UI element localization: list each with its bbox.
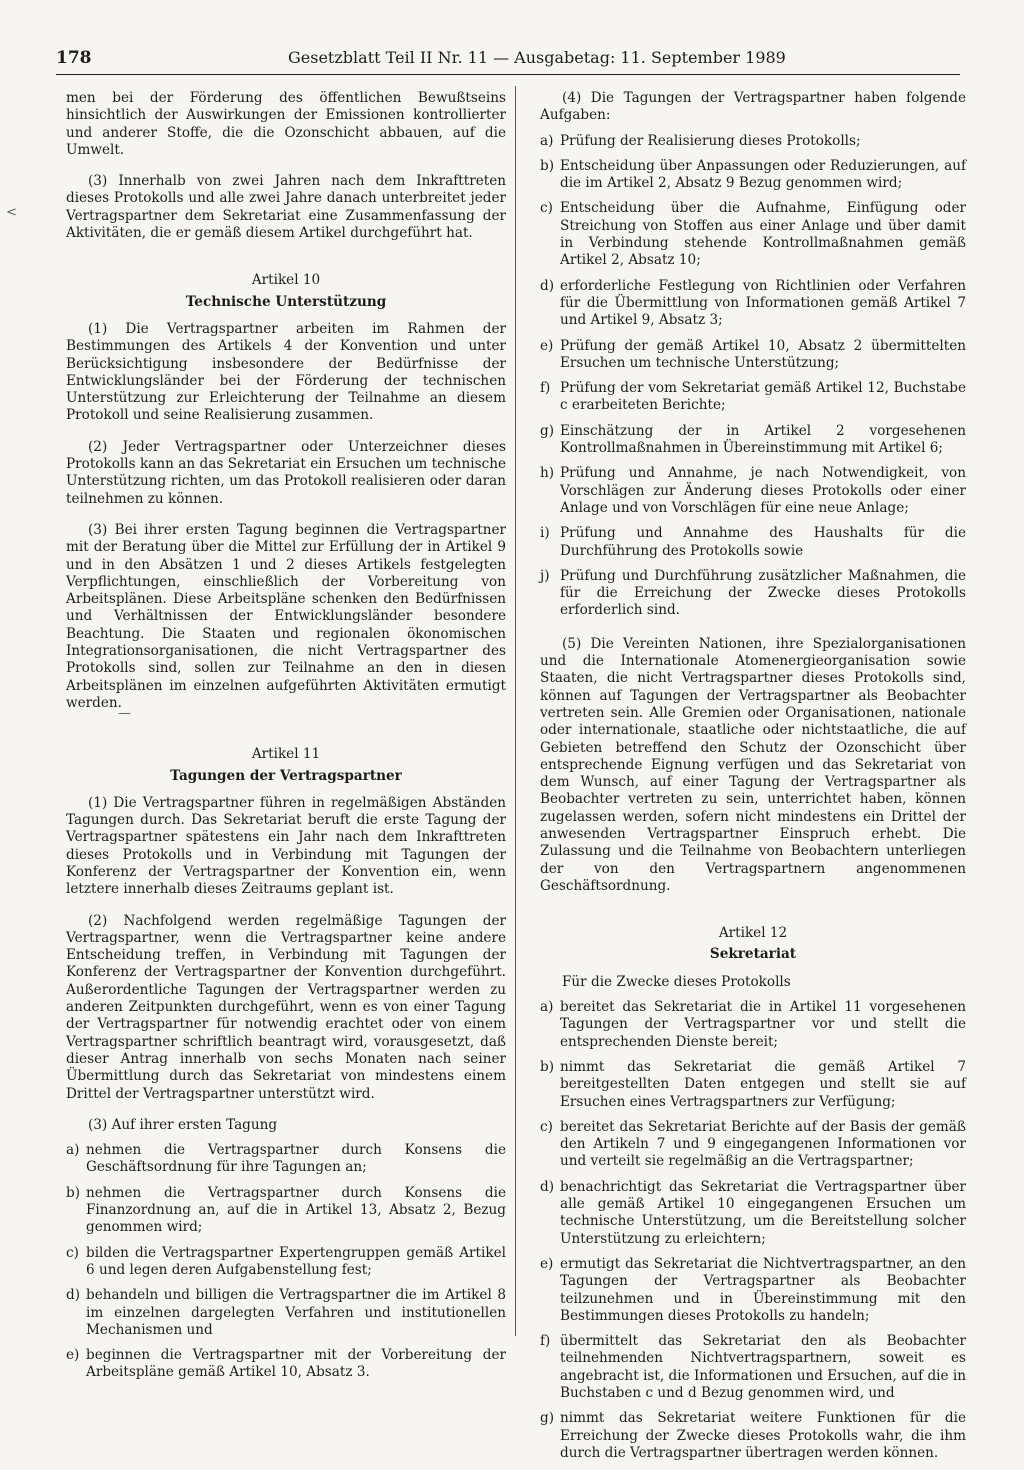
list-item: e) beginnen die Vertragspartner mit der Vorbereitung der Arbeitspläne gemäß Artikel 10, Absatz 3.	[66, 1347, 506, 1381]
list-item: b) nimmt das Sekretariat die gemäß Artikel 7 bereitgestellten Daten entgegen und stellt sie auf Ersuchen eines Vertragspartners zur Verfügung;	[540, 1058, 966, 1110]
paragraph-art11-3-intro: (3) Auf ihrer ersten Tagung	[88, 1116, 278, 1133]
paragraph-art10-3: (3) Bei ihrer ersten Tagung beginnen die Vertragspartner mit der Beratung über die Mittel zur Erfüllung der in Artikel 9 und in den Absätzen 1 und 2 dieses Artikels festgelegten Verpflichtungen, einschließlich der Vorbereitung von Arbeitsplänen. Diese Arbeitspläne schenken den Bedürfnissen und Verhältnissen der Entwicklungsländer besondere Beachtung. Die Staaten und regionalen ökonomischen Integrationsorganisationen, die nicht Vertragspartner des Protokolls sind, sollen zur Teilnahme an den in diesen Arbeitsplänen im einzelnen aufgeführten Aktivitäten ermutigt werden.	[66, 521, 506, 711]
art11-3-list	[66, 1142, 506, 1382]
list-item: a) Prüfung der Realisierung dieses Protokolls;	[540, 132, 861, 149]
list-item: d) behandeln und billigen die Vertragspartner die im Artikel 8 im einzelnen dargelegten Verfahren und institutionellen Mechanismen und	[66, 1287, 506, 1338]
list-item: g) nimmt das Sekretariat weitere Funktionen für die Erreichung der Zwecke dieses Protokolls wahr, die ihm durch die Vertragspartner übertragen werden können.	[540, 1410, 966, 1461]
header-title: Gesetzblatt Teil II Nr. 11 — Ausgabetag: 11. September 1989	[288, 48, 786, 67]
article-10-heading: Artikel 10	[251, 272, 321, 289]
list-item: c) Entscheidung über die Aufnahme, Einfügung oder Streichung von Stoffen aus einer Anlage und über damit in Verbindung stehende Kontrollmaßnahmen gemäß Artikel 2, Absatz 10;	[540, 200, 966, 269]
left-column	[66, 90, 506, 1390]
column-divider	[515, 86, 516, 1336]
list-item: b) nehmen die Vertragspartner durch Konsens die Finanzordnung an, auf die in Artikel 13, Absatz 2, Bezug genommen wird;	[66, 1184, 506, 1236]
article-11-title: Tagungen der Vertragspartner	[170, 767, 402, 784]
art12-list	[540, 999, 966, 1462]
list-item: a) bereitet das Sekretariat die in Artikel 11 vorgesehenen Tagungen der Vertragspartner vor und stellt die entsprechenden Dienste bereit;	[540, 999, 966, 1050]
paragraph-art9-3: (3) Innerhalb von zwei Jahren nach dem Inkrafttreten dieses Protokolls und alle zwei Jahre danach unterbreitet jeder Vertragspartner dem Sekretariat eine Zusammenfassung der Aktivitäten, die er gemäß diesem Artikel durchgeführt hat.	[66, 173, 506, 242]
paragraph-art11-1: (1) Die Vertragspartner führen in regelmäßigen Abständen Tagungen durch. Das Sekretariat beruft die erste Tagung der Vertragspartner spätestens ein Jahr nach dem Inkrafttreten dieses Protokolls und in Verbindung mit Tagungen der Konferenz der Vertragspartner der Konvention ein, wenn letztere innerhalb dieses Zeitraums geplant ist.	[66, 794, 506, 898]
list-item: h) Prüfung und Annahme, je nach Notwendigkeit, von Vorschlägen zur Änderung dieses Protokolls oder einer Anlage und von Vorschlägen für eine neue Anlage;	[540, 465, 966, 516]
paragraph-art10-1: (1) Die Vertragspartner arbeiten im Rahmen der Bestimmungen des Artikels 4 der Konvention und unter Berücksichtigung insbesondere der Bedürfnisse der Entwicklungsländer bei der Förderung der technischen Unterstützung zur Erleichterung der Teilnahme an diesem Protokoll und seine Realisierung zusammen.	[66, 320, 506, 424]
list-item: a) nehmen die Vertragspartner durch Konsens die Geschäftsordnung für ihre Tagungen an;	[66, 1142, 506, 1176]
art11-4-list	[540, 133, 966, 620]
paragraph-art11-2: (2) Nachfolgend werden regelmäßige Tagungen der Vertragspartner, wenn die Vertragspartner keine andere Entscheidung treffen, in Verbindung mit Tagungen der Konferenz der Vertragspartner der Konvention durchgeführt. Außerordentliche Tagungen der Vertragspartner werden zu anderen Zeitpunkten durchgeführt, wenn es von einer Tagung der Vertragspartner für notwendig erachtet oder von einem Vertragspartner schriftlich beantragt wird, vorausgesetzt, daß dieser Antrag innerhalb von sechs Monaten nach seiner Übermittlung durch das Sekretariat von mindestens einem Drittel der Vertragspartner unterstützt wird.	[66, 912, 506, 1102]
list-item: f) übermittelt das Sekretariat den als Beobachter teilnehmenden Nichtvertragspartnern, soweit es angebracht ist, die Informationen und Ersuchen, auf die in Buchstaben c und d Bezug genommen wird, und	[540, 1333, 966, 1401]
list-item: e) Prüfung der gemäß Artikel 10, Absatz 2 übermittelten Ersuchen um technische Unterstützung;	[540, 337, 966, 371]
page-header	[56, 46, 960, 75]
list-item: i) Prüfung und Annahme des Haushalts für die Durchführung des Protokolls sowie	[540, 525, 966, 559]
paragraph-art11-5: (5) Die Vereinten Nationen, ihre Spezialorganisationen und die Internationale Atomenergieorganisation sowie Staaten, die nicht Vertragspartner dieses Protokolls sind, können auf Tagungen der Vertragspartner als Beobachter vertreten sein. Alle Gremien oder Organisationen, nationale oder internationale, staatliche oder nichtstaatliche, die auf Gebieten betreffend den Schutz der Ozonschicht über entsprechende Eignung verfügen und das Sekretariat von dem Wunsch, auf einer Tagung der Vertragspartner als Beobachter vertreten zu sein, unterrichtet haben, können zugelassen werden, sofern nicht mindestens ein Drittel der anwesenden Vertragspartner Einspruch erhebt. Die Zulassung und die Teilnahme von Beobachtern unterliegen der von den Vertragspartnern angenommenen Geschäftsordnung.	[540, 635, 966, 894]
list-item: d) erforderliche Festlegung von Richtlinien oder Verfahren für die Übermittlung von Informationen gemäß Artikel 7 und Artikel 9, Absatz 3;	[540, 277, 966, 329]
list-item: e) ermutigt das Sekretariat die Nichtvertragspartner, an den Tagungen der Vertragspartner als Beobachter teilzunehmen und in Übereinstimmung mit den Bestimmungen dieses Protokolls zu handeln;	[540, 1255, 966, 1324]
paragraph-art12-intro: Für die Zwecke dieses Protokolls	[562, 973, 791, 990]
article-12-title: Sekretariat	[709, 946, 797, 963]
list-item: c) bereitet das Sekretariat Berichte auf der Basis der gemäß den Artikeln 7 und 9 eingegangenen Informationen vor und verteilt sie regelmäßig an die Vertragspartner;	[540, 1118, 966, 1170]
margin-mark: <	[6, 205, 17, 220]
right-column	[540, 90, 966, 1470]
paragraph-intro: men bei der Förderung des öffentlichen Bewußtseins hinsichtlich der Auswirkungen der Emissionen kontrollierter und anderer Stoffe, die die Ozonschicht abbauen, auf die Umwelt.	[66, 90, 506, 158]
list-item: j) Prüfung und Durchführung zusätzlicher Maßnahmen, die für die Erreichung der Zwecke dieses Protokolls erforderlich sind.	[540, 567, 966, 619]
article-10-title: Technische Unterstützung	[185, 293, 387, 310]
list-item: c) bilden die Vertragspartner Expertengruppen gemäß Artikel 6 und legen deren Aufgabenstellung fest;	[66, 1244, 506, 1278]
page-number: 178	[56, 48, 92, 68]
list-item: g) Einschätzung der in Artikel 2 vorgesehenen Kontrollmaßnahmen in Übereinstimmung mit Artikel 6;	[540, 422, 966, 457]
list-item: d) benachrichtigt das Sekretariat die Vertragspartner über alle gemäß Artikel 10 eingegangenen Ersuchen um technische Unterstützung, um die Bereitstellung solcher Unterstützung zu erleichtern;	[540, 1178, 966, 1247]
paragraph-art11-4-intro: (4) Die Tagungen der Vertragspartner haben folgende Aufgaben:	[540, 90, 966, 124]
paragraph-art10-2: (2) Jeder Vertragspartner oder Unterzeichner dieses Protokolls kann an das Sekretariat ein Ersuchen um technische Unterstützung richten, um das Protokoll realisieren oder daran teilnehmen zu können.	[66, 438, 506, 507]
article-11-heading: Artikel 11	[251, 746, 321, 763]
pen-mark: —	[118, 706, 131, 721]
list-item: b) Entscheidung über Anpassungen oder Reduzierungen, auf die im Artikel 2, Absatz 9 Bezug genommen wird;	[540, 157, 966, 192]
list-item: f) Prüfung der vom Sekretariat gemäß Artikel 12, Buchstabe c erarbeiteten Berichte;	[540, 380, 966, 414]
article-12-heading: Artikel 12	[718, 925, 788, 942]
